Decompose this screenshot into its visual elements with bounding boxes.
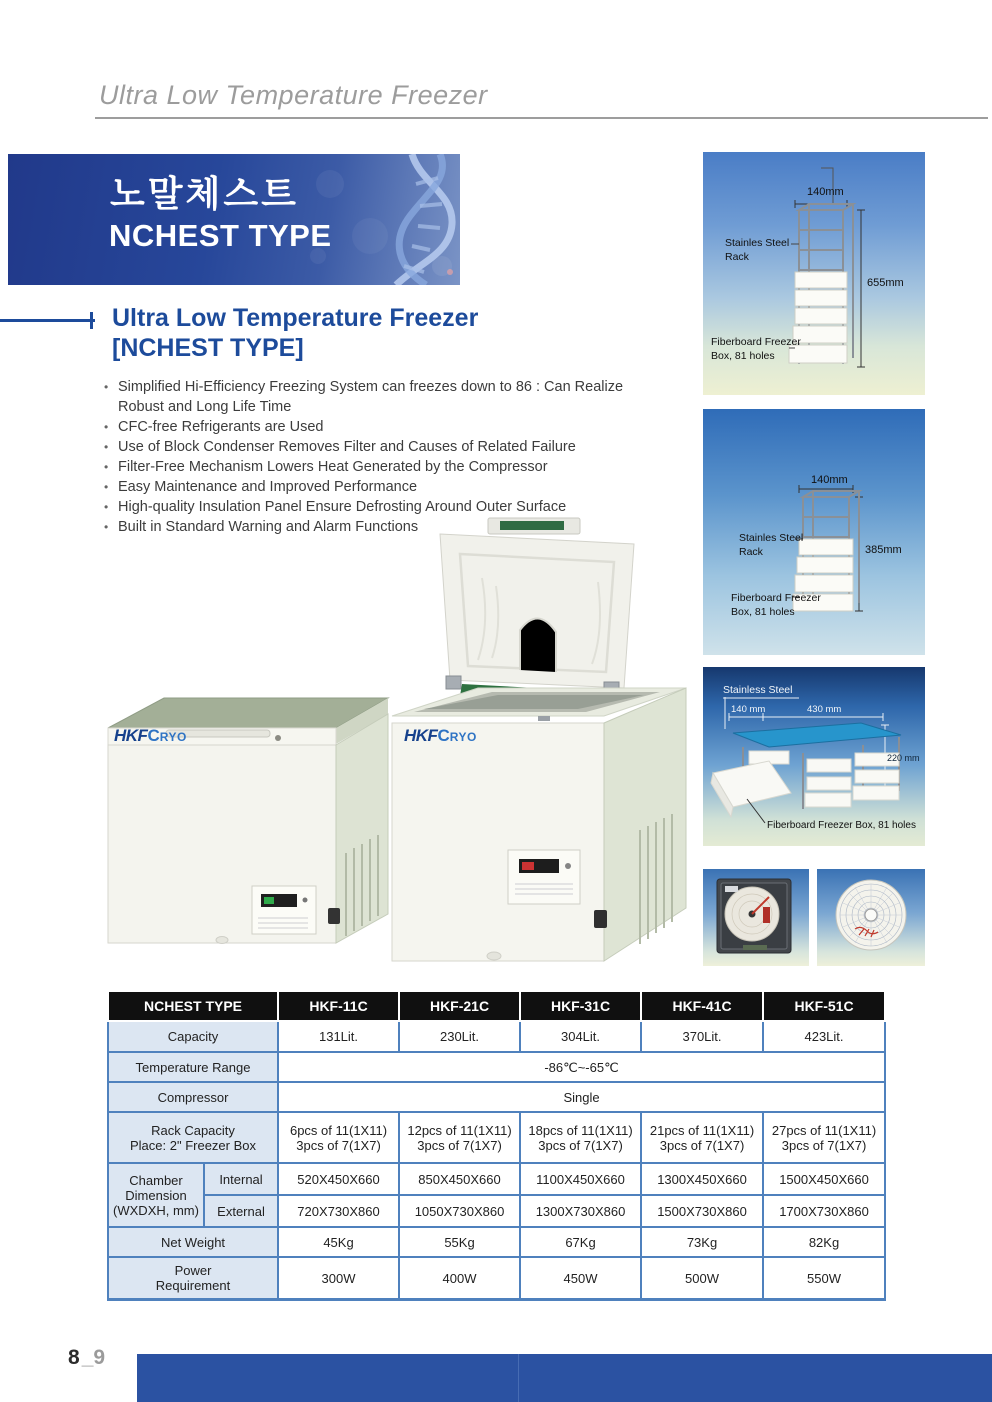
footer-bar — [137, 1354, 518, 1402]
spec-col-header: HKF-21C — [399, 991, 520, 1021]
rack-value-line2: 3pcs of 7(1X7) — [781, 1137, 867, 1153]
spec-cell: 1500X450X660 — [763, 1163, 885, 1195]
stainless-steel-label: Stainless Steel — [723, 684, 793, 696]
section-title-line2: [NCHEST TYPE] — [112, 334, 304, 362]
box-label-line2: Box, 81 holes — [711, 350, 775, 362]
spec-cell: 850X450X660 — [399, 1163, 520, 1195]
dimension-label-width: 140mm — [807, 186, 844, 198]
spec-col-header: HKF-31C — [520, 991, 641, 1021]
chart-paper-panel — [817, 869, 925, 966]
page-number-bold: 8 — [68, 1346, 80, 1369]
row-label-line2: Place: 2" Freezer Box — [130, 1137, 257, 1153]
row-chamber-internal — [108, 1163, 885, 1195]
spec-cell: 423Lit. — [763, 1021, 885, 1052]
spec-cell: 230Lit. — [399, 1021, 520, 1052]
feature-item: • Filter-Free Mechanism Lowers Heat Generated by the Compressor — [103, 457, 663, 477]
brand-logo-hkf: HKF — [404, 726, 438, 745]
spec-col-header: NCHEST TYPE — [108, 991, 278, 1021]
dimension-label-width: 140mm — [811, 474, 848, 486]
spec-cell: Single — [278, 1082, 885, 1112]
footer-bar — [518, 1354, 992, 1402]
chamber-label-line2: Dimension — [125, 1187, 187, 1203]
spec-cell: 1300X730X860 — [520, 1195, 641, 1227]
row-label — [108, 1112, 278, 1163]
spec-cell: 500W — [641, 1257, 763, 1300]
sub-label-internal: Internal — [204, 1163, 278, 1195]
brand-logo-c: C — [147, 726, 160, 745]
row-label: Net Weight — [108, 1227, 278, 1257]
row-capacity — [108, 1021, 885, 1052]
row-rack-capacity — [108, 1112, 885, 1163]
feature-item: • Easy Maintenance and Improved Performance — [103, 477, 663, 497]
section-rule — [0, 319, 95, 322]
rack-385-panel — [703, 409, 925, 655]
banner-english-title: NCHEST TYPE — [109, 218, 332, 253]
rack-label — [739, 531, 803, 559]
spec-col-header: HKF-41C — [641, 991, 763, 1021]
rack-label-line2: Rack — [725, 251, 749, 263]
rack-430-panel — [703, 667, 925, 846]
spec-cell: 82Kg — [763, 1227, 885, 1257]
feature-item: • CFC-free Refrigerants are Used — [103, 417, 663, 437]
rack-value-line1: 6pcs of 11(1X11) — [289, 1122, 388, 1138]
spec-cell: 55Kg — [399, 1227, 520, 1257]
spec-cell — [763, 1112, 885, 1163]
spec-cell: 73Kg — [641, 1227, 763, 1257]
row-power-requirement — [108, 1257, 885, 1300]
spec-cell: 1300X450X660 — [641, 1163, 763, 1195]
spec-cell: 520X450X660 — [278, 1163, 399, 1195]
spec-col-header: HKF-11C — [278, 991, 399, 1021]
feature-item: • Simplified Hi-Efficiency Freezing System can freezes down to 86 : Can Realize Robust and Long Life Time — [103, 377, 663, 417]
banner-korean-title: 노말체스트 — [110, 173, 299, 214]
rack-value-line2: 3pcs of 7(1X7) — [417, 1137, 502, 1153]
spec-cell: 67Kg — [520, 1227, 641, 1257]
chart-paper-drawing — [817, 869, 925, 966]
row-temperature-range — [108, 1052, 885, 1082]
chart-recorder-drawing — [703, 869, 809, 966]
rack-label-line1: Stainles Steel — [739, 532, 804, 544]
section-title — [112, 303, 478, 363]
spec-cell: -86℃~-65℃ — [278, 1052, 885, 1082]
spec-cell: 1700X730X860 — [763, 1195, 885, 1227]
spec-cell: 45Kg — [278, 1227, 399, 1257]
spec-table-container — [107, 990, 886, 1301]
row-net-weight — [108, 1227, 885, 1257]
brand-logo-ryo: RYO — [159, 730, 187, 744]
brand-logo — [114, 726, 187, 746]
freezer-box-label — [711, 335, 801, 363]
spec-cell: 370Lit. — [641, 1021, 763, 1052]
rack-label-line1: Stainles Steel — [725, 237, 790, 249]
rack-label-line2: Rack — [739, 546, 763, 558]
sub-label-external: External — [204, 1195, 278, 1227]
row-label: Capacity — [108, 1021, 278, 1052]
rack-value-line1: 12pcs of 11(1X11) — [407, 1122, 512, 1138]
brand-logo-c: C — [437, 726, 450, 745]
box-label-line2: Box, 81 holes — [731, 606, 795, 618]
dimension-label-height: 385mm — [865, 544, 902, 556]
chamber-label-line1: Chamber — [129, 1172, 183, 1188]
row-label-line1: Power — [174, 1263, 212, 1278]
rack-value-line1: 18pcs of 11(1X11) — [528, 1122, 633, 1138]
spec-col-header: HKF-51C — [763, 991, 885, 1021]
row-label: Compressor — [108, 1082, 278, 1112]
spec-header-row — [108, 991, 885, 1021]
header-rule — [95, 117, 988, 119]
row-label: Temperature Range — [108, 1052, 278, 1082]
row-label-chamber — [108, 1163, 204, 1227]
rack-value-line2: 3pcs of 7(1X7) — [659, 1137, 745, 1153]
brand-logo — [404, 726, 477, 746]
spec-cell: 300W — [278, 1257, 399, 1300]
rack-value-line2: 3pcs of 7(1X7) — [538, 1137, 623, 1153]
spec-cell: 400W — [399, 1257, 520, 1300]
rack-655-panel — [703, 152, 925, 395]
product-banner — [8, 154, 460, 285]
spec-cell — [520, 1112, 641, 1163]
chart-recorder-panel — [703, 869, 809, 966]
dimension-label-height: 655mm — [867, 277, 904, 289]
box-label-line1: Fiberboard Freezer — [711, 336, 801, 348]
spec-cell: 1050X730X860 — [399, 1195, 520, 1227]
feature-item: • Built in Standard Warning and Alarm Functions — [103, 517, 663, 537]
section-rule-tick — [90, 312, 93, 329]
section-title-line1: Ultra Low Temperature Freezer — [112, 304, 479, 332]
spec-cell — [399, 1112, 520, 1163]
page-header-title: Ultra Low Temperature Freezer — [99, 80, 488, 110]
box-label-line1: Fiberboard Freezer — [731, 592, 821, 604]
dimension-label-height: 220 mm — [887, 753, 920, 763]
row-label — [108, 1257, 278, 1300]
spec-cell: 450W — [520, 1257, 641, 1300]
rack-label — [725, 236, 789, 264]
row-label-line1: Rack Capacity — [151, 1122, 235, 1138]
spec-cell: 131Lit. — [278, 1021, 399, 1052]
spec-cell: 1100X450X660 — [520, 1163, 641, 1195]
spec-cell: 720X730X860 — [278, 1195, 399, 1227]
feature-item: • High-quality Insulation Panel Ensure Defrosting Around Outer Surface — [103, 497, 663, 517]
brand-logo-hkf: HKF — [114, 726, 148, 745]
brand-logo-ryo: RYO — [449, 730, 477, 744]
spec-cell: 304Lit. — [520, 1021, 641, 1052]
page-number-light: _9 — [81, 1346, 106, 1369]
spec-table — [107, 990, 886, 1301]
spec-cell — [641, 1112, 763, 1163]
dimension-label-depth: 140 mm — [731, 704, 766, 715]
chamber-label-line3: (WXDXH, mm) — [113, 1202, 199, 1218]
rack-value-line2: 3pcs of 7(1X7) — [296, 1137, 381, 1153]
freezer-box-label — [731, 591, 821, 619]
row-chamber-external — [108, 1195, 885, 1227]
rack-value-line1: 27pcs of 11(1X11) — [771, 1122, 877, 1138]
page-number — [68, 1346, 105, 1370]
row-compressor — [108, 1082, 885, 1112]
rack-value-line1: 21pcs of 11(1X11) — [649, 1122, 755, 1138]
spec-cell: 550W — [763, 1257, 885, 1300]
freezer-box-label: Fiberboard Freezer Box, 81 holes — [767, 820, 916, 831]
feature-item: • Use of Block Condenser Removes Filter and Causes of Related Failure — [103, 437, 663, 457]
spec-cell — [278, 1112, 399, 1163]
spec-cell: 1500X730X860 — [641, 1195, 763, 1227]
row-label-line2: Requirement — [155, 1278, 231, 1293]
dimension-label-width: 430 mm — [807, 704, 842, 715]
